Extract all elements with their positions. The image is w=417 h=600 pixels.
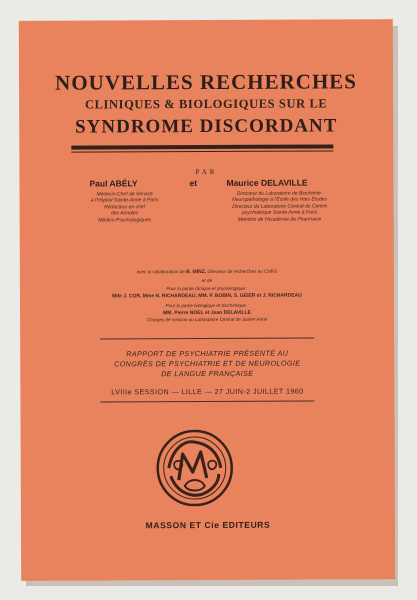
collab-name: B. MINZ, bbox=[186, 269, 207, 276]
title-rule-thin bbox=[71, 150, 333, 152]
rapport-block bbox=[80, 348, 334, 379]
author2-title-line: Neuropathologie à l'École des Htes Études bbox=[232, 196, 328, 204]
collab-prefix: avec la collaboration de bbox=[136, 269, 185, 275]
rapport-line: CONGRÈS DE PSYCHIATRIE ET DE NEUROLOGIE bbox=[114, 358, 301, 369]
author1-title-line: à l'Hôpital Sainte-Anne à Paris bbox=[90, 197, 159, 204]
author2-title-line: psychiatrique Sainte-Anne à Paris bbox=[241, 209, 318, 217]
separator-rule-1 bbox=[100, 338, 314, 340]
collaboration-line bbox=[40, 268, 374, 275]
author-conjunction: et bbox=[189, 178, 198, 189]
rapport-line: RAPPORT DE PSYCHIATRIE PRÉSENTÉ AU bbox=[126, 348, 289, 359]
et-de: et de bbox=[201, 277, 213, 284]
bio-note: Chargés de mission au Laboratoire Central de Sainte-Anne bbox=[146, 316, 268, 323]
session-line: LVIIIe SESSION — LILLE — 27 JUIN-2 JUILLET 1960 bbox=[111, 386, 304, 397]
title-line-1: NOUVELLES RECHERCHES bbox=[55, 69, 358, 95]
book-cover bbox=[19, 19, 395, 581]
par-label: PAR bbox=[195, 167, 218, 177]
author1-titles bbox=[60, 191, 190, 224]
author1-title-line: Médico-Psychologiques bbox=[98, 216, 152, 224]
author2-title-line: Directeur du Laboratoire de Biochimie- bbox=[236, 190, 323, 197]
author-abely: Paul ABÉLY bbox=[89, 178, 138, 189]
author-delaville: Maurice DELAVILLE bbox=[226, 177, 308, 188]
masson-logo-icon bbox=[155, 428, 235, 508]
title-line-2: CLINIQUES & BIOLOGIQUES SUR LE bbox=[84, 96, 328, 112]
author2-title-line: Directeur du Laboratoire Central du Centre bbox=[232, 203, 327, 210]
title-rule-thick bbox=[71, 144, 333, 149]
clinique-label: Pour la partie clinique et physiologique : bbox=[166, 285, 248, 292]
bio-label: Pour la partie biologique et biochimique : bbox=[165, 302, 249, 309]
separator-rule-2 bbox=[100, 401, 314, 403]
author1-title-line: des Annales bbox=[110, 210, 139, 217]
title-line-3: SYNDROME DISCORDANT bbox=[75, 115, 338, 138]
author1-title-line: Rédacteur en chef bbox=[104, 204, 146, 211]
clinique-names: Mlle J. COR, Mme N. RICHARDEAU, MM. P. BOBIN, S. GEIER et J. RICHARDEAU bbox=[112, 292, 302, 300]
author2-titles bbox=[205, 190, 355, 223]
rapport-line: DE LANGUE FRANÇAISE bbox=[161, 368, 254, 379]
bio-names: MM. Pierre NOEL et Jean DELAVILLE bbox=[163, 309, 252, 317]
author1-title-line: Médecin-Chef de Service bbox=[96, 191, 153, 198]
collab-suffix: Directeur de recherches au CNRS bbox=[207, 268, 278, 274]
publisher: MASSON ET Cie EDITEURS bbox=[145, 519, 271, 531]
author2-title-line: Membre de l'Académie de Pharmacie bbox=[238, 216, 322, 223]
